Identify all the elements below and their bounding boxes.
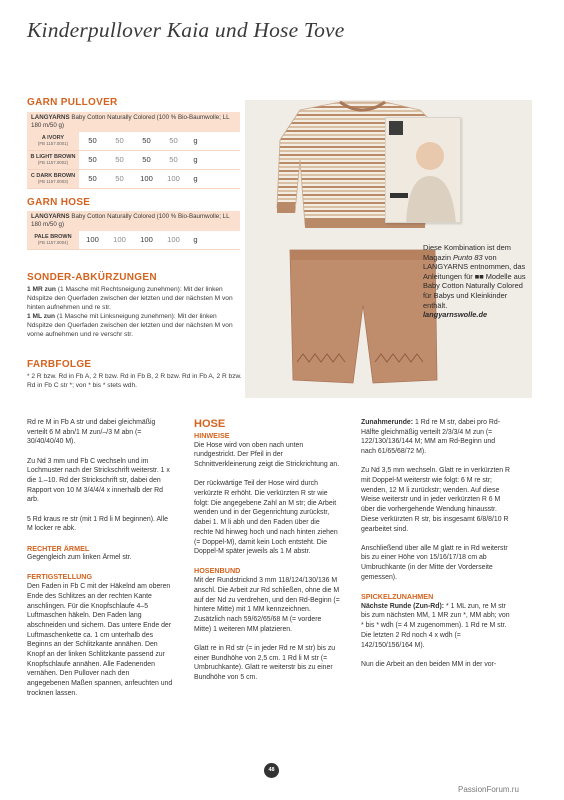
page-title: Kinderpullover Kaia und Hose Tove bbox=[27, 18, 345, 42]
column-1 bbox=[27, 418, 173, 708]
bold-lead: Zunahmerunde: bbox=[361, 419, 414, 426]
qty-cell: 50 bbox=[142, 155, 151, 164]
sonder-text bbox=[27, 285, 242, 339]
caption-magazine: Punto 83 bbox=[453, 252, 483, 262]
color-code: (FB 1157.0004) bbox=[37, 240, 69, 245]
unit-cell: g bbox=[193, 155, 198, 164]
mr-label: 1 MR zun bbox=[27, 286, 56, 293]
bold-lead: Nächste Runde (Zun-Rd): bbox=[361, 602, 445, 610]
garn-hose-table bbox=[27, 211, 240, 250]
yarn-brand: LANGYARNS bbox=[31, 114, 70, 121]
caption-text-2: von LANGYARNS entnommen, das Anleitungen für ■■ Modelle aus Baby Cotton Naturally Colored für Babys und Kleinkinder enthält. bbox=[423, 252, 526, 310]
paragraph: Rd re M in Fb A str und dabei gleichmäßig verteilt 6 M abn/1 M zun/–/3 M abn (= 30/40/40/40 M). bbox=[27, 419, 156, 446]
yarn-description bbox=[27, 211, 240, 231]
qty-cell: 100 bbox=[140, 235, 153, 244]
caption-text-1: Diese Kombination ist dem Magazin bbox=[423, 243, 511, 262]
color-code: (FB 1157.0003) bbox=[37, 179, 69, 184]
color-code: (FB 1157.0002) bbox=[37, 160, 69, 165]
paragraph: Den Faden in Fb C mit der Häkelnd am oberen Ende des Schlitzes an der rechten Kante anschlingen. Für die Knopfschlaufe 4–5 Luftmaschen häkeln. Den Faden lang abschneiden und sichern. Das untere Ende der Luftmaschenkette ca. 1 cm unterhalb des Beginns an der Schlitzkante annähen. Den Knopf an der linken Schlitzkante passend zur Knopfschlaufe annähen. Alle Fadenenden vernähen. Den Pullover nach den angegebenen Maßen spannen, anfeuchten und trocknen lassen. bbox=[27, 583, 173, 697]
qty-cell: 100 bbox=[167, 235, 180, 244]
paragraph: Die Hose wird von oben nach unten rundgestrickt. Der Pfeil in der Schnittverkleinerung zeigt die Strickrichtung an. bbox=[194, 441, 340, 469]
color-name: B LIGHT BROWN bbox=[30, 153, 76, 160]
qty-cell: 50 bbox=[88, 174, 97, 183]
qty-cell: 50 bbox=[169, 155, 178, 164]
yarn-brand: LANGYARNS bbox=[31, 213, 70, 220]
paragraph: Mit der Rundstricknd 3 mm 118/124/130/136 M anschl. Die Arbeit zur Rd schließen, ohne die M auf der Nd zu verdrehen, und den Rd-Beginn (= hintere Mitte) mit 1 MM kennzeichnen. Zusätzlich nach 59/62/65/68 M (= vordere Mitte) 1 weiteren MM platzieren. bbox=[194, 577, 340, 633]
yarn-row-a bbox=[27, 132, 240, 151]
paragraph bbox=[361, 418, 511, 457]
column-3 bbox=[361, 418, 511, 679]
paragraph: Nun die Arbeit an den beiden MM in der vor- bbox=[361, 660, 497, 668]
yarn-row-pale-brown bbox=[27, 231, 240, 250]
paragraph bbox=[361, 602, 511, 651]
watermark: PassionForum.ru bbox=[458, 785, 519, 794]
sonder-heading: SONDER-ABKÜRZUNGEN bbox=[27, 272, 157, 283]
unit-cell: g bbox=[193, 235, 198, 244]
garn-pullover-table bbox=[27, 112, 240, 189]
color-name: C DARK BROWN bbox=[30, 172, 76, 179]
qty-cell: 50 bbox=[142, 136, 151, 145]
paragraph: Anschließend über alle M glatt re in Rd weiterstr bis zu einer Höhe von 15/16/17/18 cm ab Umbruchkante (in der Mitte der Vorderseite gemessen). bbox=[361, 544, 508, 581]
mr-text: (1 Masche mit Rechtsneigung zunehmen): Mit der linken Ndspitze den Querfaden zwischen der letzten und der nächsten M von hinten aufnehmen und re str. bbox=[27, 286, 233, 311]
column-2 bbox=[194, 418, 340, 692]
qty-cell: 50 bbox=[115, 136, 124, 145]
hose-heading: HOSE bbox=[194, 418, 226, 430]
farbfolge-heading: FARBFOLGE bbox=[27, 359, 92, 370]
magazine-cover-image bbox=[386, 118, 461, 223]
qty-cell: 50 bbox=[88, 155, 97, 164]
yarn-desc: Baby Cotton Naturally Colored (100 % Bio-Baumwolle; LL 180 m/50 g) bbox=[31, 213, 230, 228]
section-heading: FERTIGSTELLUNG bbox=[27, 572, 93, 582]
qty-cell: 100 bbox=[113, 235, 126, 244]
farbfolge-text: * 2 R bzw. Rd in Fb A, 2 R bzw. Rd in Fb B, 2 R bzw. Rd in Fb A, 2 R bzw. Rd in Fb C str *; von * bis * stets wdh. bbox=[27, 373, 242, 389]
section-heading: HOSENBUND bbox=[194, 566, 241, 576]
paragraph: Gegengleich zum linken Ärmel str. bbox=[27, 554, 132, 562]
caption-url[interactable]: langyarnswolle.de bbox=[423, 310, 488, 320]
paragraph-text: 1 Rd re M str, dabei pro Rd-Hälfte gleichmäßig verteilt 2/3/3/4 M zun (= 122/130/136/144 M; MM am Rd-Beginn und nach 61/65/68/72 M). bbox=[361, 419, 501, 456]
yarn-row-c bbox=[27, 170, 240, 189]
garn-hose-heading: GARN HOSE bbox=[27, 197, 91, 208]
paragraph: Glatt re in Rd str (= in jeder Rd re M str) bis zu einer Bundhöhe von 2,5 cm. 1 Rd li M str (= Umbruchkante). Glatt re weiterstr bis zu einer Bundhöhe von 5 cm. bbox=[194, 644, 336, 681]
color-code: (FB 1157.0001) bbox=[37, 141, 69, 146]
qty-cell: 100 bbox=[167, 174, 180, 183]
color-name: PALE BROWN bbox=[34, 233, 72, 240]
qty-cell: 50 bbox=[88, 136, 97, 145]
paragraph: 5 Rd kraus re str (mit 1 Rd li M beginnen). Alle M locker re abk. bbox=[27, 515, 168, 533]
unit-cell: g bbox=[193, 136, 198, 145]
magazine-cover bbox=[385, 117, 461, 223]
paragraph: Der rückwärtige Teil der Hose wird durch verkürzte R erhöht. Die verkürzten R str wie folgt: Die angegebene Zahl an M str; die Arbeit wenden und in der Gegenrichtung zurückstr, dabei 1. M li abh und den Faden über die rechte Nd hinweg hoch und nach hinten ziehen (= Doppel-M), damit kein Loch entsteht. Die Doppel-M später jeweils als 1 M abstr. bbox=[194, 480, 338, 556]
paragraph: Zu Nd 3,5 mm wechseln. Glatt re in verkürzten R mit Doppel-M weiterstr wie folgt: 6 M re str; wenden, 12 M li zurückstr; wenden. Auf diese Weise weiterstr und in jeder verkürzten R 6 M über die vorhergehende Wendung hinausstr. Diese verkürzten R str, bis insgesamt 6/8/8/10 R gearbeitet sind. bbox=[361, 467, 510, 533]
paragraph-text: * 1 ML zun, re M str bis zum nächsten MM, 1 MR zun *, MM abh; von * bis * wdh (= 4 M zugenommen). 1 Rd re M str. Die letzten 2 Rd noch 4 x wdh (= 142/150/156/164 M). bbox=[361, 602, 510, 649]
paragraph: Zu Nd 3 mm und Fb C wechseln und im Lochmuster nach der Strickschrift weiterstr. 1 x die 1.–10. Rd der Strickschrift str, dabei den Rapport von 10 M 3/4/4/4 x innerhalb der Rd arb. bbox=[27, 457, 170, 504]
yarn-description bbox=[27, 112, 240, 132]
qty-cell: 50 bbox=[115, 174, 124, 183]
garn-pullover-heading: GARN PULLOVER bbox=[27, 97, 118, 108]
section-heading: HINWEISE bbox=[194, 431, 230, 440]
unit-cell: g bbox=[193, 174, 198, 183]
color-name: A IVORY bbox=[41, 134, 65, 141]
photo-caption bbox=[423, 243, 531, 320]
ml-text: (1 Masche mit Linksneigung zunehmen): Mit der linken Ndspitze den Querfaden zwischen der letzten und der nächsten M von vorne aufnehmen und re verschr str. bbox=[27, 313, 233, 338]
ml-label: 1 ML zun bbox=[27, 313, 56, 320]
qty-cell: 100 bbox=[86, 235, 99, 244]
qty-cell: 50 bbox=[115, 155, 124, 164]
section-heading: RECHTER ÄRMEL bbox=[27, 543, 90, 553]
section-heading: SPICKELZUNAHMEN bbox=[361, 592, 434, 602]
page-number: 48 bbox=[264, 763, 279, 778]
yarn-desc: Baby Cotton Naturally Colored (100 % Bio-Baumwolle; LL 180 m/50 g) bbox=[31, 114, 230, 129]
qty-cell: 50 bbox=[169, 136, 178, 145]
qty-cell: 100 bbox=[140, 174, 153, 183]
yarn-row-b bbox=[27, 151, 240, 170]
